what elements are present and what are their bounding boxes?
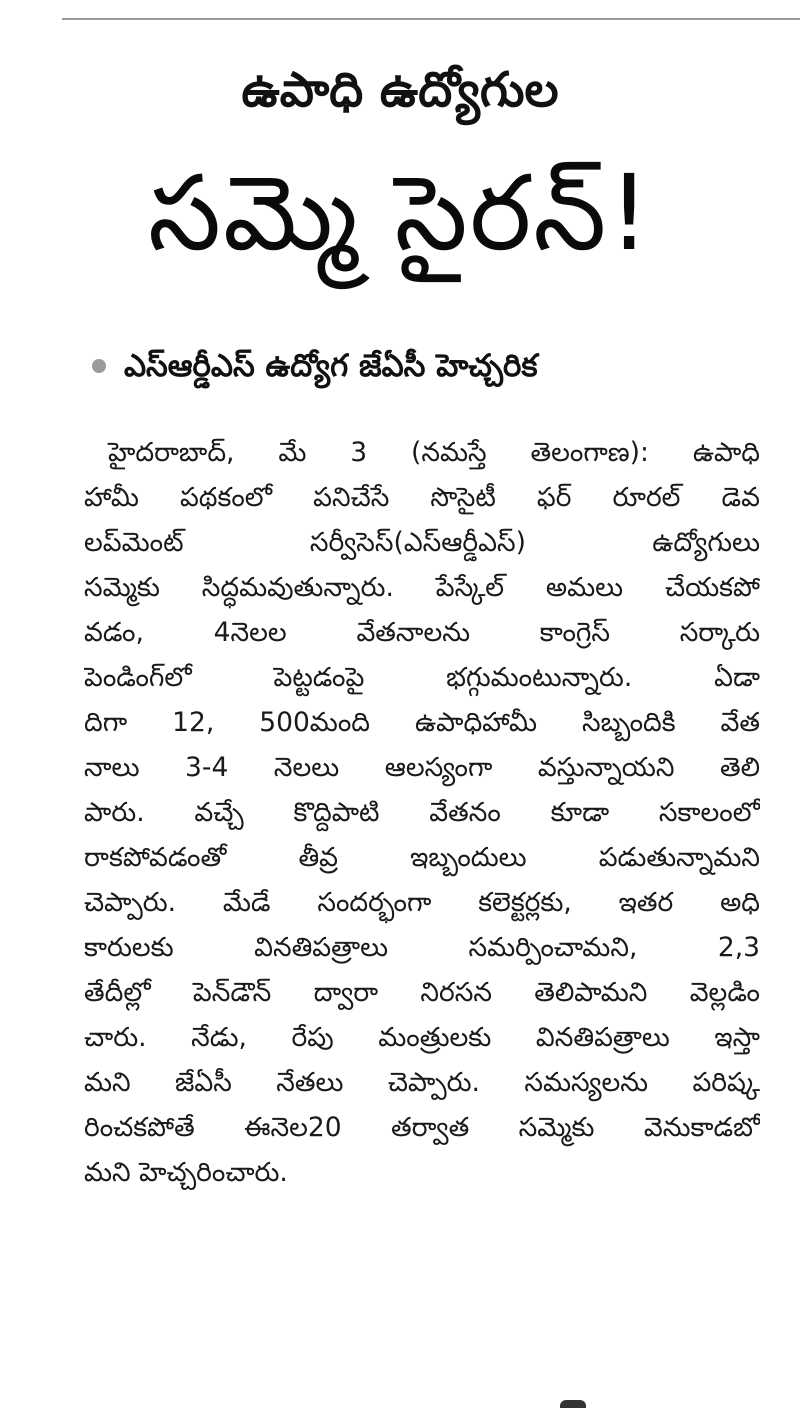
- headline: సమ్మె సైరన్!: [148, 152, 652, 274]
- body-line: రించకపోతే ఈనెల20 తర్వాత సమ్మెకు వెనుకాడబో: [84, 1112, 760, 1143]
- body-line: కారులకు వినతిపత్రాలు సమర్పించామని, 2,3: [84, 932, 760, 963]
- body-line: లప్‌మెంట్ సర్వీసెస్(ఎస్ఆర్డీఎస్) ఉద్యోగులు: [84, 527, 760, 558]
- body-line: హామీ పథకంలో పనిచేసే సొసైటీ ఫర్ రూరల్ డెవ: [84, 482, 760, 513]
- cropped-next-article-mark: [560, 1400, 586, 1408]
- article-body: [84, 430, 760, 1195]
- subhead: [92, 338, 792, 394]
- top-rule: [62, 18, 800, 20]
- body-line: వడం, 4నెలల వేతనాలను కాంగ్రెస్ సర్కారు: [84, 617, 760, 648]
- body-line: సమ్మెకు సిద్ధమవుతున్నారు. పేస్కేల్ అమలు చేయకపో: [84, 572, 760, 603]
- body-line: మని జేఏసీ నేతలు చెప్పారు. సమస్యలను పరిష్క: [84, 1067, 760, 1098]
- body-line: పారు. వచ్చే కొద్దిపాటి వేతనం కూడా సకాలంలో: [84, 797, 760, 828]
- body-line: చారు. నేడు, రేపు మంత్రులకు వినతిపత్రాలు ఇస్తా: [84, 1022, 760, 1053]
- subhead-text: ఎస్ఆర్డీఎస్ ఉద్యోగ జేఏసీ హెచ్చరిక: [124, 348, 538, 384]
- body-line: రాకపోవడంతో తీవ్ర ఇబ్బందులు పడుతున్నామని: [84, 842, 760, 873]
- body-line: హైదరాబాద్, మే 3 (నమస్తే తెలంగాణ): ఉపాధి: [108, 437, 760, 468]
- body-line: పెండింగ్‌లో పెట్టడంపై భగ్గుమంటున్నారు. ఏడా: [84, 662, 760, 693]
- body-line: తేదీల్లో పెన్‌డౌన్ ద్వారా నిరసన తెలిపామని వెల్లడిం: [84, 977, 760, 1008]
- body-line: నాలు 3-4 నెలలు ఆలస్యంగా వస్తున్నాయని తెలి: [84, 752, 760, 783]
- body-line: మని హెచ్చరించారు.: [84, 1157, 288, 1188]
- bullet-dot-icon: [92, 359, 106, 373]
- body-line: దిగా 12, 500మంది ఉపాధిహామీ సిబ్బందికి వేత: [84, 707, 760, 738]
- body-line: చెప్పారు. మేడే సందర్భంగా కలెక్టర్లకు, ఇతర అధి: [84, 887, 760, 918]
- kicker-heading: ఉపాధి ఉద్యోగుల: [241, 62, 559, 118]
